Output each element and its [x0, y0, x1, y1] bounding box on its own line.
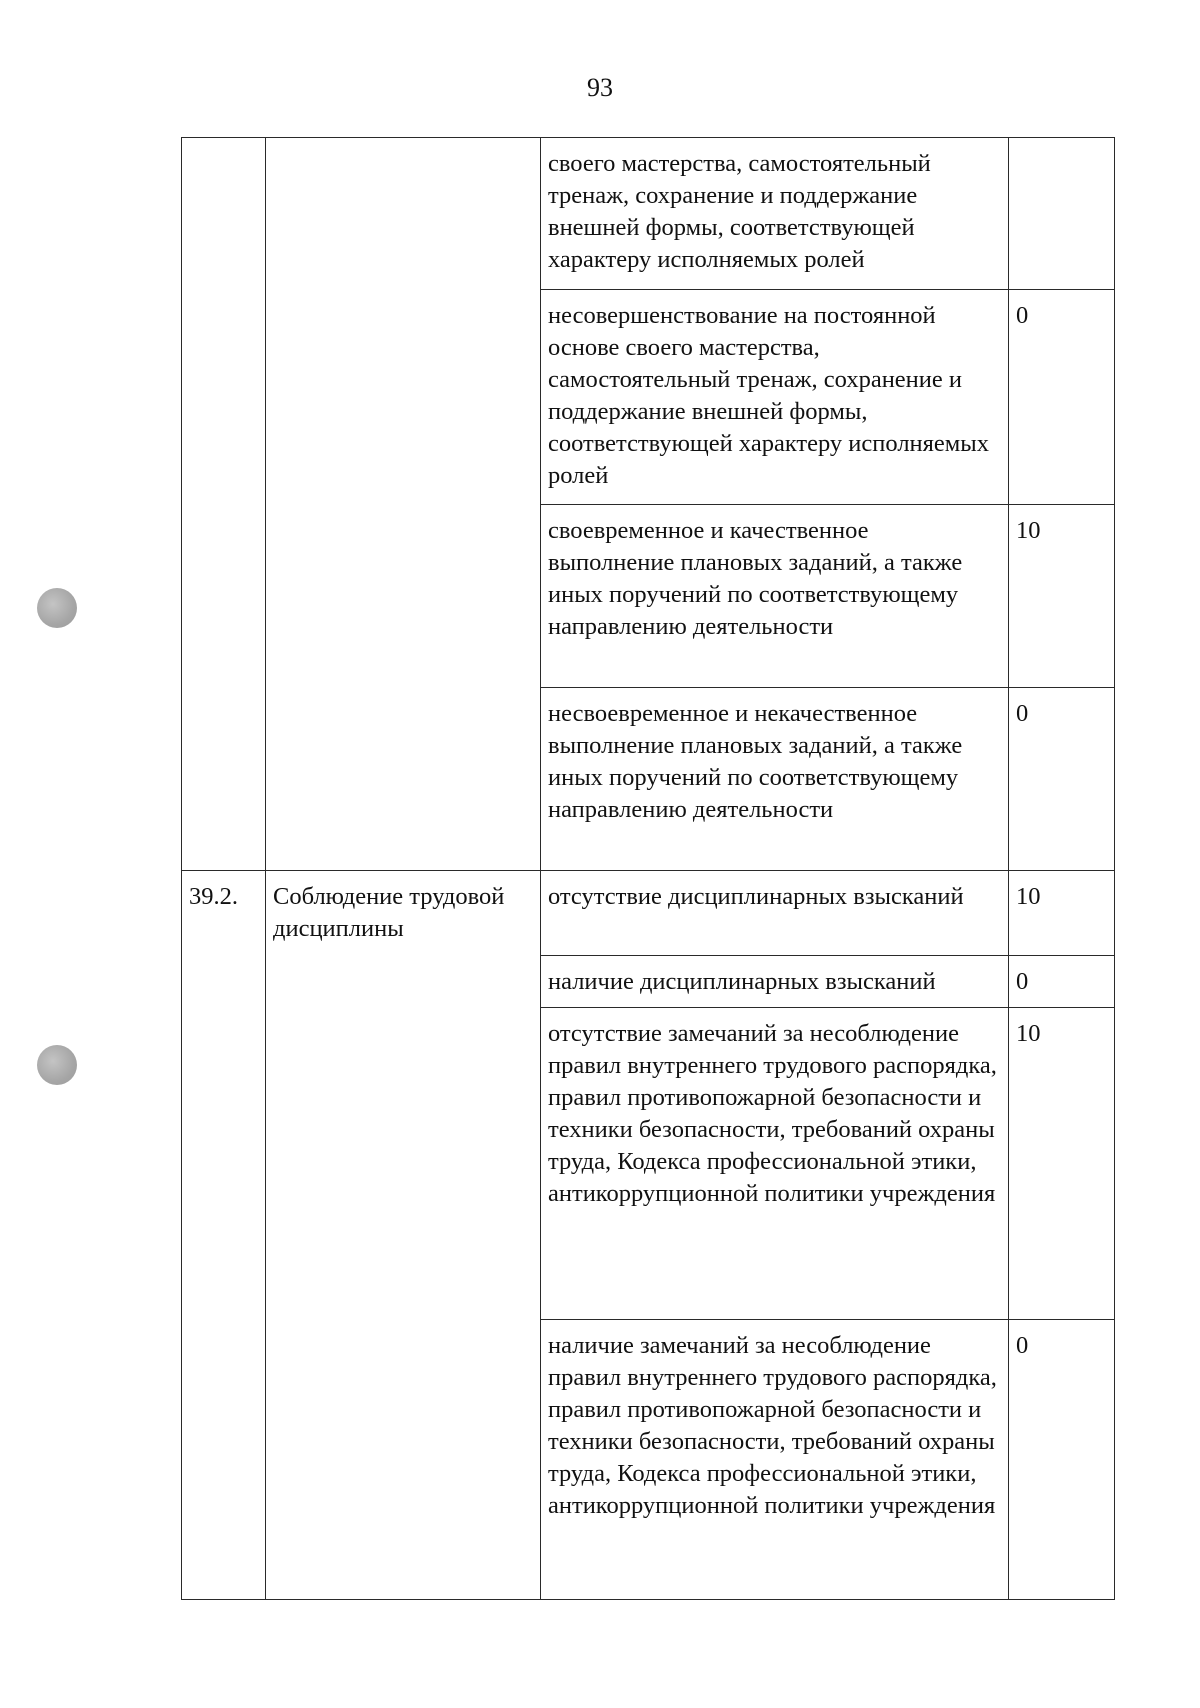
score-cell: 10 — [1009, 1008, 1115, 1320]
section-number: 39.2. — [182, 871, 266, 1600]
score-cell: 0 — [1009, 688, 1115, 871]
score-cell: 10 — [1009, 871, 1115, 956]
binder-hole-bottom — [37, 1045, 77, 1085]
table-row — [182, 871, 1115, 956]
table-row — [182, 138, 1115, 290]
criterion-cell: несовершенствование на постоянной основе своего мастерства, самостоятельный тренаж, сохранение и поддержание внешней формы, соответствующей характеру исполняемых ролей — [541, 290, 1009, 505]
binder-hole-top — [37, 588, 77, 628]
criteria-table — [181, 137, 1115, 1600]
criterion-cell: своего мастерства, самостоятельный тренаж, сохранение и поддержание внешней формы, соответствующей характеру исполняемых ролей — [541, 138, 1009, 290]
score-cell: 0 — [1009, 956, 1115, 1008]
score-cell: 0 — [1009, 1320, 1115, 1600]
score-cell: 10 — [1009, 505, 1115, 688]
criterion-cell: отсутствие замечаний за несоблюдение правил внутреннего трудового распорядка, правил противопожарной безопасности и техники безопасности, требований охраны труда, Кодекса профессиональной этики, антикоррупционной политики учреждения — [541, 1008, 1009, 1320]
criterion-cell: наличие дисциплинарных взысканий — [541, 956, 1009, 1008]
criterion-cell: своевременное и качественное выполнение плановых заданий, а также иных поручений по соответствующему направлению деятельности — [541, 505, 1009, 688]
indicator-cell-empty — [266, 138, 541, 871]
criterion-cell: несвоевременное и некачественное выполнение плановых заданий, а также иных поручений по соответствующему направлению деятельности — [541, 688, 1009, 871]
number-cell-empty — [182, 138, 266, 871]
score-cell — [1009, 138, 1115, 290]
score-cell: 0 — [1009, 290, 1115, 505]
page-number: 93 — [587, 73, 613, 102]
criterion-cell: наличие замечаний за несоблюдение правил внутреннего трудового распорядка, правил противопожарной безопасности и техники безопасности, требований охраны труда, Кодекса профессиональной этики, антикоррупционной политики учреждения — [541, 1320, 1009, 1600]
criterion-cell: отсутствие дисциплинарных взысканий — [541, 871, 1009, 956]
section-title: Соблюдение трудовой дисциплины — [266, 871, 541, 1600]
